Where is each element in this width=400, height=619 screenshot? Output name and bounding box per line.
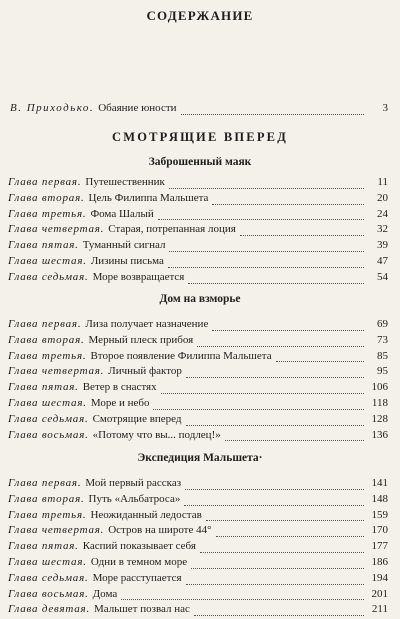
chapter-label: Глава четвертая.	[8, 524, 105, 537]
chapter-page: 39	[377, 239, 388, 252]
chapter-page: 186	[371, 555, 388, 568]
chapter-entry	[8, 413, 388, 429]
chapter-label: Глава третья.	[8, 207, 87, 220]
dot-leader	[181, 113, 364, 115]
chapter-page: 194	[371, 571, 388, 584]
dot-leader	[158, 218, 364, 220]
chapter-entry	[8, 334, 388, 350]
chapter-label: Глава девятая.	[8, 603, 91, 616]
chapter-entry	[8, 318, 388, 334]
chapter-page: 148	[371, 492, 388, 505]
chapter-title: Лиза получает назначение	[85, 318, 209, 330]
chapter-title: Смотрящие вперед	[92, 412, 182, 425]
chapter-title: Одни в темном море	[90, 555, 188, 568]
dot-leader	[186, 424, 364, 426]
chapter-list	[8, 477, 388, 619]
section-title: Экспедиция Мальшета·	[137, 452, 263, 464]
chapter-title: Дома	[92, 587, 118, 600]
chapter-label: Глава восьмая.	[8, 428, 89, 441]
chapter-page: 211	[371, 603, 388, 616]
chapter-entry	[8, 603, 388, 619]
dot-leader	[216, 535, 364, 537]
chapter-page: 128	[371, 412, 388, 425]
chapter-title: Цель Филиппа Мальшета	[88, 191, 209, 204]
chapter-title: Мальшет позвал нас	[94, 603, 190, 616]
chapter-label: Глава четвертая.	[8, 365, 105, 378]
chapter-label: Глава вторая.	[8, 333, 85, 346]
dot-leader	[188, 282, 364, 284]
dot-leader	[225, 439, 364, 441]
foreword-entry	[10, 102, 388, 118]
chapter-list	[8, 318, 388, 444]
chapter-title: Остров на широте 44°	[108, 524, 212, 537]
chapter-entry	[8, 271, 388, 287]
chapter-page: 177	[371, 540, 388, 553]
chapter-entry	[8, 493, 388, 509]
chapter-title: Фома Шалый	[90, 207, 154, 220]
chapter-label: Глава пятая.	[8, 381, 79, 394]
chapter-label: Глава шестая.	[8, 254, 87, 267]
dot-leader	[206, 519, 364, 521]
chapter-page: 201	[371, 587, 388, 600]
section-title: Дом на взморье	[159, 293, 241, 305]
chapter-title: Путешественник	[85, 176, 165, 188]
dot-leader	[197, 345, 364, 347]
section-title: Заброшенный маяк	[148, 156, 252, 168]
chapter-label: Глава третья.	[8, 508, 87, 521]
chapter-entry	[8, 556, 388, 572]
chapter-entry	[8, 239, 388, 255]
chapter-entry	[8, 192, 388, 208]
dot-leader	[153, 408, 364, 410]
page-title: СОДЕРЖАНИЕ	[146, 8, 254, 23]
chapter-label: Глава первая.	[8, 477, 82, 489]
chapter-list	[8, 176, 388, 287]
chapter-label: Глава восьмая.	[8, 587, 89, 600]
chapter-label: Глава первая.	[8, 318, 82, 330]
chapter-label: Глава четвертая.	[8, 223, 105, 236]
dot-leader	[185, 488, 364, 490]
chapter-entry	[8, 397, 388, 413]
chapter-entry	[8, 572, 388, 588]
chapter-label: Глава шестая.	[8, 396, 87, 409]
dot-leader	[169, 187, 364, 189]
chapter-entry	[8, 524, 388, 540]
chapter-title: Море и небо	[90, 396, 150, 409]
chapter-page: 106	[371, 381, 388, 394]
dot-leader	[194, 614, 364, 616]
chapter-title: Туманный сигнал	[82, 239, 166, 252]
chapter-page: 95	[377, 365, 388, 378]
chapter-label: Глава пятая.	[8, 239, 79, 252]
dot-leader	[191, 567, 364, 569]
foreword-title: Обаяние юности	[98, 102, 177, 114]
chapter-label: Глава шестая.	[8, 555, 87, 568]
chapter-title: Ветер в снастях	[82, 381, 157, 394]
chapter-entry	[8, 255, 388, 271]
chapter-label: Глава седьмая.	[8, 571, 89, 584]
chapter-page: 85	[377, 349, 388, 362]
chapter-page: 32	[377, 223, 388, 236]
chapter-page: 24	[377, 207, 388, 220]
chapter-label: Глава вторая.	[8, 492, 85, 505]
dot-leader	[168, 266, 364, 268]
chapter-label: Глава седьмая.	[8, 270, 89, 283]
chapter-page: 159	[371, 508, 388, 521]
chapter-title: Море расступается	[92, 571, 182, 584]
chapter-label: Глава первая.	[8, 176, 82, 188]
chapter-page: 136	[371, 428, 388, 441]
chapter-entry	[8, 365, 388, 381]
chapter-title: «Потому что вы... подлец!»	[92, 428, 221, 441]
chapter-entry	[8, 540, 388, 556]
dot-leader	[169, 250, 364, 252]
chapter-entry	[8, 477, 388, 493]
foreword-author: В. Приходько.	[10, 102, 95, 114]
chapter-title: Путь «Альбатроса»	[88, 492, 181, 505]
chapter-title: Старая, потрепанная лоция	[108, 223, 236, 236]
chapter-title: Второе появление Филиппа Мальшета	[90, 349, 272, 362]
dot-leader	[186, 376, 364, 378]
dot-leader	[212, 329, 364, 331]
chapter-page: 54	[377, 270, 388, 283]
chapter-entry	[8, 350, 388, 366]
chapter-page: 20	[377, 191, 388, 204]
dot-leader	[276, 360, 364, 362]
dot-leader	[200, 551, 364, 553]
chapter-entry	[8, 429, 388, 445]
dot-leader	[184, 504, 364, 506]
chapter-title: Море возвращается	[92, 270, 185, 283]
chapter-page: 73	[377, 333, 388, 346]
dot-leader	[186, 583, 364, 585]
chapter-entry	[8, 176, 388, 192]
dot-leader	[240, 234, 364, 236]
dot-leader	[161, 392, 364, 394]
chapter-entry	[8, 588, 388, 604]
foreword-page: 3	[382, 102, 388, 114]
chapter-entry	[8, 208, 388, 224]
chapter-label: Глава пятая.	[8, 540, 79, 553]
chapter-page: 141	[371, 477, 388, 489]
dot-leader	[212, 203, 364, 205]
chapter-page: 47	[377, 254, 388, 267]
chapter-entry	[8, 223, 388, 239]
chapter-page: 118	[371, 396, 388, 409]
chapter-label: Глава седьмая.	[8, 412, 89, 425]
chapter-entry	[8, 509, 388, 525]
chapter-entry	[8, 381, 388, 397]
chapter-title: Мерный плеск прибоя	[88, 333, 194, 346]
dot-leader	[121, 598, 364, 600]
chapter-page: 11	[377, 176, 388, 188]
chapter-title: Каспий показывает себя	[82, 540, 196, 553]
chapter-title: Лизины письма	[90, 254, 164, 267]
chapter-page: 69	[377, 318, 388, 330]
part-title: СМОТРЯЩИЕ ВПЕРЕД	[111, 130, 288, 144]
chapter-label: Глава третья.	[8, 349, 87, 362]
chapter-title: Неожиданный ледостав	[90, 508, 202, 521]
chapter-title: Мой первый рассказ	[85, 477, 182, 489]
chapter-label: Глава вторая.	[8, 191, 85, 204]
chapter-title: Личный фактор	[108, 365, 182, 378]
chapter-page: 170	[371, 524, 388, 537]
